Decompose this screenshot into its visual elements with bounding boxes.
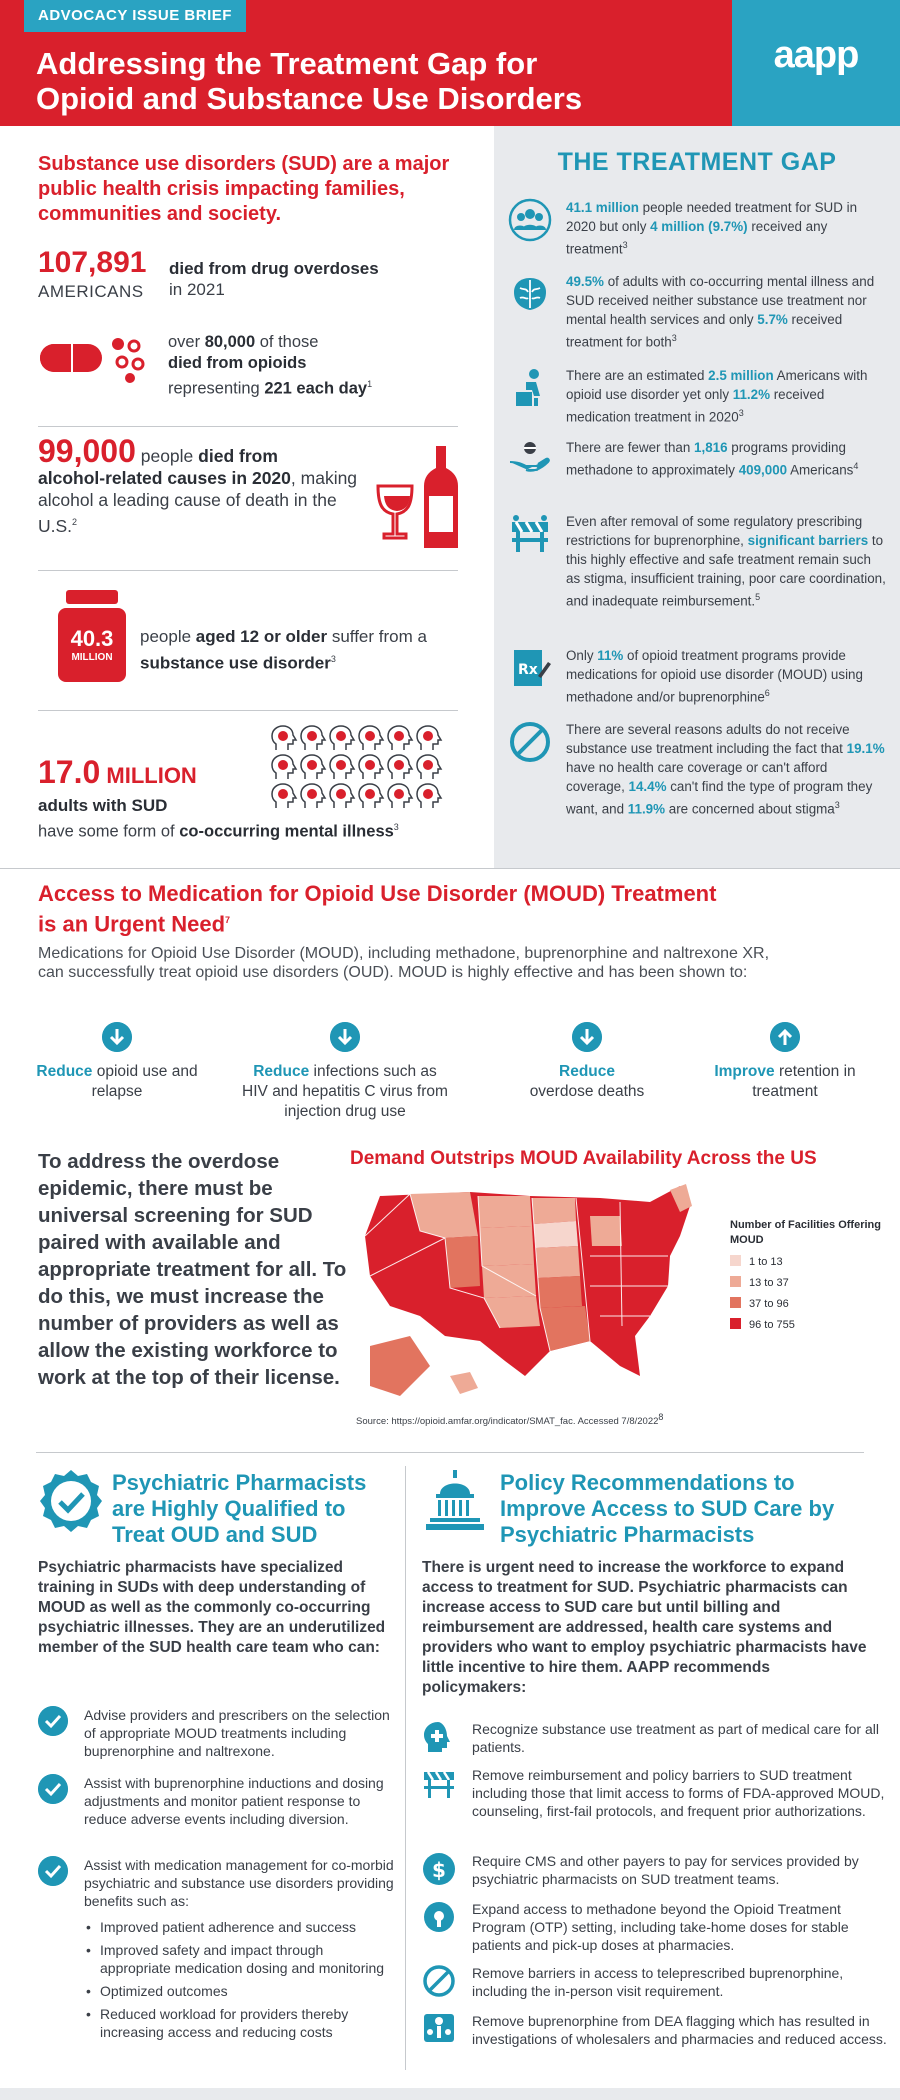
brain-mark xyxy=(336,789,346,799)
divider xyxy=(38,710,458,711)
svg-text:$: $ xyxy=(432,1858,446,1882)
barrier-icon xyxy=(422,1766,456,1800)
header-banner xyxy=(0,0,900,126)
benefit-bullet: • Optimized outcomes xyxy=(86,1982,386,2000)
stat-cooccurring: 17.0 MILLION adults with SUD have some form of co-occurring mental illness$^3$ xyxy=(38,724,488,854)
no-sign-icon xyxy=(422,1964,456,1998)
map-title: Demand Outstrips MOUD Availability Across the US xyxy=(350,1148,817,1169)
pharmacists-title: Psychiatric Pharmacists are Highly Qualified to Treat OUD and SUD xyxy=(112,1470,367,1547)
brain-mark xyxy=(423,789,433,799)
policy-recommendation: Expand access to methadone beyond the Opioid Treatment Program (OTP) setting, including take-home doses for stable patients and pick-up doses at pharmacies. xyxy=(422,1900,892,1956)
brain-mark xyxy=(336,731,346,741)
check-icon xyxy=(38,1856,68,1886)
us-facilities-map xyxy=(350,1176,730,1416)
pharmacist-role-item: Advise providers and prescribers on the selection of appropriate MOUD treatments including buprenorphine and naltrexone. xyxy=(38,1706,388,1762)
pharmacist-role-item: Assist with medication management for co-morbid psychiatric and substance use disorders providing benefits such as: xyxy=(38,1856,388,1912)
legend-item: 13 to 37 xyxy=(730,1275,890,1296)
arrow-up-icon xyxy=(770,1022,800,1052)
treatment-gap-panel xyxy=(494,126,900,868)
moud-title: Access to Medication for Opioid Use Disorder (MOUD) Treatment is an Urgent Need$^7$ xyxy=(38,881,717,937)
gap-item: 49.5% of adults with co-occurring mental illness and SUD received neither substance use treatment nor mental health services and only 5.7% received treatment for both$^3$ xyxy=(508,272,888,352)
stat-alcohol: 99,000 people died from alcohol-related causes in 2020, making alcohol a leading cause of death in the U.S.$^2$ xyxy=(38,440,478,560)
check-icon xyxy=(38,1706,68,1736)
stat-opioid-deaths: over 80,000 of those died from opioids representing 221 each day$^1$ xyxy=(38,328,478,408)
treatment-gap-title: THE TREATMENT GAP xyxy=(557,148,837,176)
divider xyxy=(38,570,458,571)
gap-item: Even after removal of some regulatory prescribing restrictions for buprenorphine, significant barriers to this highly effective and safe treatment remain such as stigma, insufficient training, poor care coordination, and inadequate reimbursement.$^5$ xyxy=(508,512,888,612)
logo-box xyxy=(732,0,900,126)
pills-icon xyxy=(38,334,168,384)
stat-sud: 40.3 MILLION people aged 12 or older suffer from a substance use disorder$^3$ xyxy=(38,590,478,690)
brain-mark xyxy=(307,789,317,799)
legend-item: 1 to 13 xyxy=(730,1254,890,1275)
page-title: Addressing the Treatment Gap for Opioid and Substance Use Disorders xyxy=(36,46,583,116)
brain-mark xyxy=(394,789,404,799)
brain-mark xyxy=(423,731,433,741)
brain-mark xyxy=(394,731,404,741)
brain-heads-grid-icon xyxy=(268,724,448,814)
divider xyxy=(38,426,458,427)
benefit-reduce-infections: Reduce infections such as HIV and hepatitis C virus from injection drug use xyxy=(240,1022,450,1122)
brain-mark xyxy=(365,731,375,741)
brain-icon xyxy=(508,272,552,316)
no-sign-icon xyxy=(508,720,552,764)
policy-intro: There is urgent need to increase the workforce to expand access to treatment for SUD. Psychiatric pharmacists can increase access to SUD care but until billing and reimbursement are addressed, health care systems and providers who want to employ psychiatric pharmacists have little incentive to hire them. AAPP recommends policymakers: xyxy=(422,1559,867,1696)
benefit-bullet: • Improved safety and impact through appropriate medication dosing and monitoring xyxy=(86,1941,386,1977)
check-icon xyxy=(38,1774,68,1804)
gap-item: 41.1 million people needed treatment for SUD in 2020 but only 4 million (9.7%) received any treatment$^3$ xyxy=(508,198,888,258)
benefit-bullet: • Reduced workload for providers thereby increasing access and reducing costs xyxy=(86,2005,386,2041)
brain-mark xyxy=(365,789,375,799)
issue-brief-tag: ADVOCACY ISSUE BRIEF xyxy=(24,0,246,32)
lead-statement: Substance use disorders (SUD) are a major public health crisis impacting families, communities and society. xyxy=(38,153,450,225)
pill-hand-icon xyxy=(508,438,552,482)
brain-mark xyxy=(278,760,288,770)
stat-overdose-number: 107,891 xyxy=(38,246,147,279)
policy-recommendation: $ Require CMS and other payers to pay for services provided by psychiatric pharmacists on SUD treatment teams. xyxy=(422,1852,892,1892)
traffic-light-icon xyxy=(422,2012,456,2046)
arrow-down-icon xyxy=(102,1022,132,1052)
map-legend: Number of Facilities Offering MOUD 1 to 13 13 to 37 37 to 96 96 to 755 xyxy=(730,1218,890,1338)
wine-bottle-icon xyxy=(376,444,466,554)
gap-item: There are an estimated 2.5 million Americans with opioid use disorder yet only 11.2% received medication treatment in 2020$^3$ xyxy=(508,366,888,426)
head-cross-icon xyxy=(422,1720,456,1754)
footer-band xyxy=(0,2088,900,2100)
policy-recommendation: Remove reimbursement and policy barriers to SUD treatment including those that limit access to forms of FDA-approved MOUD, counseling, first-fail protocols, and frequent prior authorizations. xyxy=(422,1766,892,1842)
capitol-building-icon xyxy=(422,1468,488,1534)
barrier-icon xyxy=(508,512,552,556)
stat-overdose-unit: AMERICANS xyxy=(38,282,144,301)
arrow-down-icon xyxy=(572,1022,602,1052)
dollar-icon xyxy=(422,1852,456,1886)
jar-badge: 40.3 MILLION xyxy=(56,590,128,684)
arrow-down-icon xyxy=(330,1022,360,1052)
brain-mark xyxy=(336,760,346,770)
benefit-bullets xyxy=(86,1918,386,2046)
screening-statement: To address the overdose epidemic, there must be universal screening for SUD paired with available and appropriate treatment for all. To do this, we must increase the number of providers as well as allow the existing workforce to work at the top of their license. xyxy=(38,1150,347,1389)
benefit-improve-retention: Improve retention in treatment xyxy=(680,1022,890,1102)
prescription-icon xyxy=(508,646,552,690)
pharmacist-role-item: Assist with buprenorphine inductions and dosing adjustments and monitor patient response to reduce adverse events including diversion. xyxy=(38,1774,388,1844)
policy-recommendation: Remove buprenorphine from DEA flagging which has resulted in investigations of wholesalers and pharmacies and reduced access. xyxy=(422,2012,892,2070)
benefit-bullet: • Improved patient adherence and success xyxy=(86,1918,386,1936)
pharmacists-intro: Psychiatric pharmacists have specialized training in SUDs with deep understanding of MOUD as well as the commonly co-occurring psychiatric illnesses. They are an underutilized member of the SUD health care team who can: xyxy=(38,1559,386,1656)
gap-item: Rx Only 11% of opioid treatment programs provide medications for opioid use disorder (MOUD) using methadone and/or buprenorphine$^6$ xyxy=(508,646,888,706)
benefit-reduce-opioid-use: Reduce opioid use and relapse xyxy=(12,1022,222,1102)
people-group-icon xyxy=(508,198,552,242)
unlock-icon xyxy=(422,1900,456,1934)
section-divider xyxy=(0,868,900,869)
policy-recommendation: Remove barriers in access to teleprescribed buprenorphine, including the in-person visit requirement. xyxy=(422,1964,892,2004)
brain-mark xyxy=(307,731,317,741)
brain-mark xyxy=(278,789,288,799)
legend-item: 96 to 755 xyxy=(730,1317,890,1338)
brain-mark xyxy=(307,760,317,770)
column-divider xyxy=(405,1466,406,2070)
gap-item: There are several reasons adults do not receive substance use treatment including the fact that 19.1% have no health care coverage or can't afford coverage, 14.4% can't find the type of program they want, and 11.9% are concerned about stigma$^3$ xyxy=(508,720,888,840)
section-divider xyxy=(36,1452,864,1453)
legend-item: 37 to 96 xyxy=(730,1296,890,1317)
badge-check-icon xyxy=(38,1468,104,1534)
aapp-logo: aapp xyxy=(773,34,859,76)
brain-mark xyxy=(278,731,288,741)
stat-overdose: 107,891 AMERICANS died from drug overdoses in 2021 xyxy=(38,246,379,301)
brain-mark xyxy=(423,760,433,770)
person-seated-icon xyxy=(508,366,552,410)
moud-description: Medications for Opioid Use Disorder (MOUD), including methadone, buprenorphine and naltrexone XR, can successfully treat opioid use disorders (OUD). MOUD is highly effective and has been shown to: xyxy=(38,945,770,981)
svg-text:Rx: Rx xyxy=(518,662,538,678)
brain-mark xyxy=(365,760,375,770)
brain-mark xyxy=(394,760,404,770)
benefit-reduce-overdose: Reduce overdose deaths xyxy=(482,1022,692,1102)
policy-title: Policy Recommendations to Improve Access to SUD Care by Psychiatric Pharmacists xyxy=(500,1470,835,1547)
map-source: Source: https://opioid.amfar.org/indicator/SMAT_fac. Accessed 7/8/20228 xyxy=(356,1412,664,1428)
gap-item: There are fewer than 1,816 programs providing methadone to approximately 409,000 Americans$^4$ xyxy=(508,438,888,498)
policy-recommendation: Recognize substance use treatment as part of medical care for all patients. xyxy=(422,1720,892,1760)
